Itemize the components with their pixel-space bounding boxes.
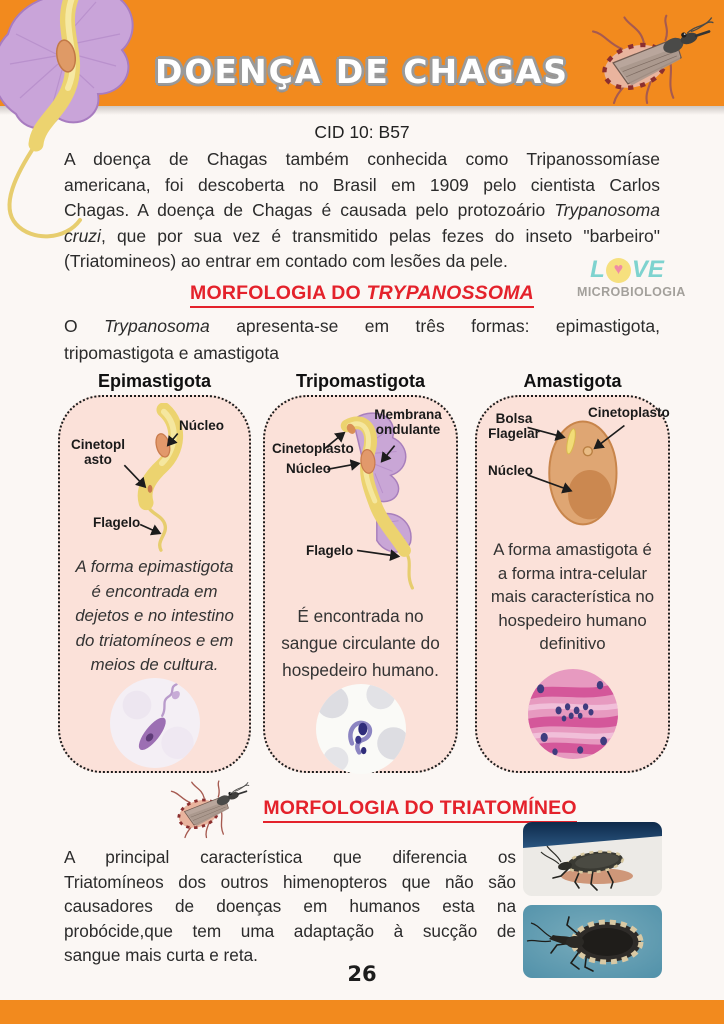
section-heading-trypanossoma: MORFOLOGIA DO TRYPANOSSOMA [0,282,724,305]
triatomineo-line-5: sangue mais curta e reta. [64,945,258,965]
triatomineo-line-4: probócide,que tem uma adaptação à sucção de [64,920,516,941]
love-microbiologia-logo [577,256,686,299]
card-tripomastigota [263,395,458,773]
card-description: A forma amastigota é a forma intra-celular mais característica no hospedeiro humano definitivo [490,540,655,653]
triatomineo-line-2: Triatomíneos dos outros himenopteros que não são [64,871,516,892]
forms-line-1: O Trypanosoma apresenta-se em três formas: epimastigota, [64,316,660,336]
page-number: 26 [347,962,377,986]
logo-wordmark [577,256,677,284]
forms-paragraph [64,313,660,367]
intro-line-3: Chagas. A doença de Chagas é causada pelo protozoário Trypanosoma [64,200,660,220]
trypomastigote-diagram [272,403,449,599]
intro-line-1: A doença de Chagas também conhecida como Tripanossomíase [64,149,660,169]
intro-line-5: (Triatomineos) ao entrar em contado com lesões da pele. [64,251,508,271]
triatomineo-paragraph [64,845,516,968]
cid-code: CID 10: B57 [314,122,410,142]
label-flagelo: Flagelo [93,515,141,530]
label-nucleo: Núcleo [488,463,534,478]
card-description: A forma epimastigota é encontrada em dejetos e no intestino do triatomíneos e em meios de cultura. [75,557,234,674]
triatomineo-line-1: A principal característica que diferencia os [64,847,516,867]
amastigote-histology [528,669,618,759]
label-cinetoplasto: Cinetoplasto [588,405,670,420]
label-nucleo: Núcleo [179,418,225,433]
card-description: É encontrada no sangue circulante do hospedeiro humano. [281,606,440,680]
label-nucleo: Núcleo [286,461,332,476]
amastigote-diagram [484,403,670,536]
label-cinetoplasto: Cinetopl asto [71,437,125,468]
intro-line-4: cruzi, que por sua vez é transmitido pelas fezes do inseto "barbeiro" [64,225,660,246]
triatomineo-line-3: causadores de doenças em humanos esta na [64,896,516,916]
card-title-epimastigota: Epimastigota [97,371,212,391]
epimastigote-diagram [67,403,242,553]
section-heading-triatomineo: MORFOLOGIA DO TRIATOMÍNEO [230,797,610,820]
card-amastigota [475,395,670,773]
forms-line-2: tripomastigota e amastigota [64,343,279,363]
triatomine-bug-illustration [582,14,714,110]
label-flagelo: Flagelo [306,543,354,558]
epimastigote-micrograph [110,678,200,768]
card-title-tripomastigota: Tripomastigota [295,371,425,391]
logo-letters-ve: VE [631,256,664,283]
trypomastigote-blood-smear [316,684,406,774]
triatomine-side-view-photo [523,822,662,896]
page-title: DOENÇA DE CHAGAS [154,52,570,91]
label-membrana-ondulante: Membrana ondulante [374,407,442,438]
card-title-amastigota: Amastigota [523,371,622,391]
label-cinetoplasto: Cinetoplasto [272,441,354,456]
intro-paragraph [64,147,660,275]
label-bolsa-flagelar: Bolsa Flagelar [488,411,540,442]
petri-dish-icon [606,258,631,283]
footer-band [0,1000,724,1024]
intro-line-2: americana, foi descoberta no Brasil em 1909 pelo cientista Carlos [64,174,660,195]
logo-subtitle: MICROBIOLOGIA [577,285,686,299]
logo-letter-l: L [590,256,605,283]
card-epimastigota [58,395,251,773]
heart-icon: ♥ [613,261,624,278]
